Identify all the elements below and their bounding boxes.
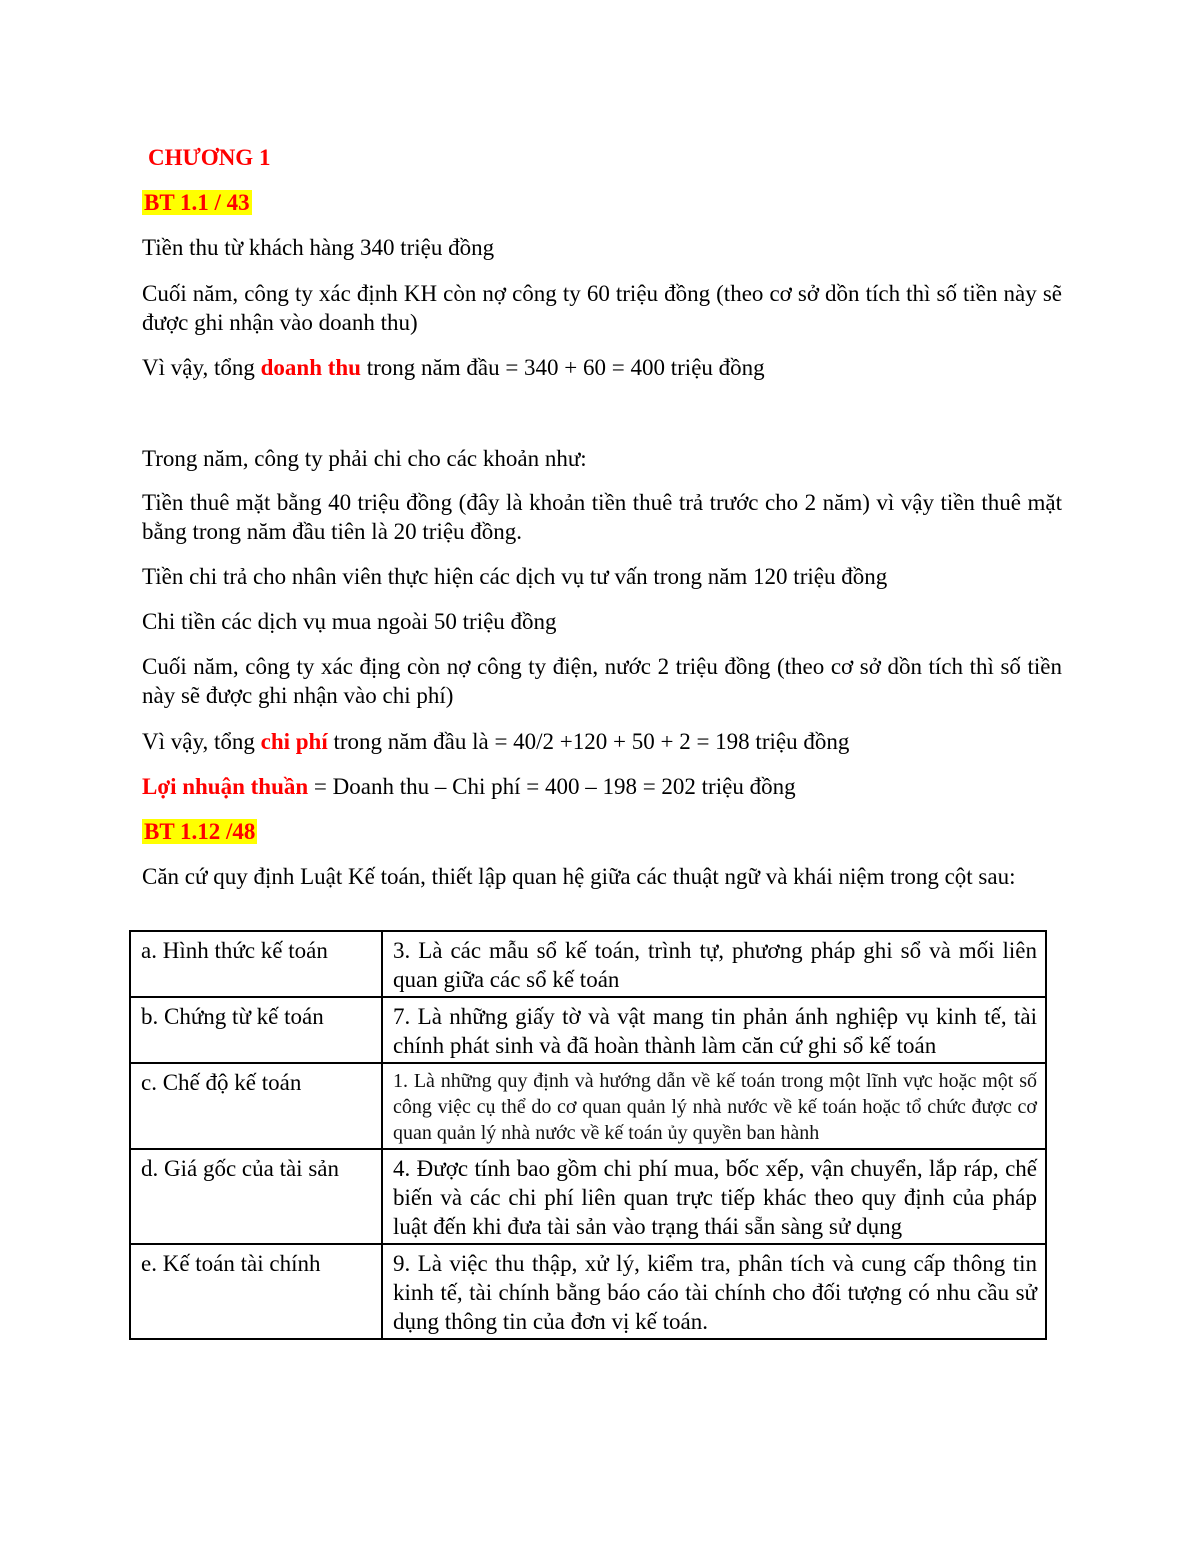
- paragraph-utilities: Cuối năm, công ty xác địng còn nợ công ty điện, nước 2 triệu đồng (theo cơ sở dồn tích thì số tiền này sẽ được ghi nhận vào chi phí): [142, 654, 1062, 708]
- paragraph-net-profit: [142, 772, 1062, 801]
- paragraph-salary: Tiền chi trả cho nhân viên thực hiện các dịch vụ tư vấn trong năm 120 triệu đồng: [142, 564, 888, 589]
- text-segment: trong năm đầu là = 40/2 +120 + 50 + 2 = 198 triệu đồng: [327, 729, 850, 754]
- table-row: [130, 1149, 1046, 1244]
- term-cell: c. Chế độ kế toán: [130, 1063, 382, 1149]
- terms-table: [129, 930, 1047, 1340]
- keyword-expense: chi phí: [260, 729, 328, 754]
- definition-cell: 7. Là những giấy tờ và vật mang tin phản ánh nghiệp vụ kinh tế, tài chính phát sinh và đã hoàn thành làm căn cứ ghi sổ kế toán: [382, 997, 1046, 1063]
- table-row: [130, 997, 1046, 1063]
- paragraph-exercise-2-intro: Căn cứ quy định Luật Kế toán, thiết lập quan hệ giữa các thuật ngữ và khái niệm trong cột sau:: [142, 864, 1016, 889]
- paragraph-total-revenue: [142, 353, 1062, 382]
- table-row: [130, 931, 1046, 997]
- definition-cell: 1. Là những quy định và hướng dẫn về kế toán trong một lĩnh vực hoặc một số công việc cụ thể do cơ quan quản lý nhà nước về kế toán hoặc tổ chức được cơ quan quản lý nhà nước về kế toán ủy quyền ban hành: [382, 1063, 1046, 1149]
- paragraph-receivable: Cuối năm, công ty xác định KH còn nợ công ty 60 triệu đồng (theo cơ sở dồn tích thì số tiền này sẽ được ghi nhận vào doanh thu): [142, 281, 1062, 335]
- text-segment: trong năm đầu = 340 + 60 = 400 triệu đồng: [360, 355, 765, 380]
- paragraph-expense-intro: Trong năm, công ty phải chi cho các khoản như:: [142, 446, 587, 471]
- paragraph-services: Chi tiền các dịch vụ mua ngoài 50 triệu đồng: [142, 609, 557, 634]
- exercise-1-label: [142, 188, 1062, 217]
- text-segment: Vì vậy, tổng: [142, 729, 261, 754]
- exercise-2-label-text: BT 1.12 /48: [144, 819, 256, 844]
- table-row: [130, 1244, 1046, 1339]
- keyword-revenue: doanh thu: [260, 355, 361, 380]
- definition-cell: 4. Được tính bao gồm chi phí mua, bốc xếp, vận chuyển, lắp ráp, chế biến và các chi phí liên quan trực tiếp khác theo quy định của pháp luật đến khi đưa tài sản vào trạng thái sẵn sàng sử dụng: [382, 1149, 1046, 1244]
- definition-cell: 3. Là các mẫu sổ kế toán, trình tự, phương pháp ghi sổ và mối liên quan giữa các sổ kế toán: [382, 931, 1046, 997]
- definition-cell: 9. Là việc thu thập, xử lý, kiểm tra, phân tích và cung cấp thông tin kinh tế, tài chính bằng báo cáo tài chính cho đối tượng có nhu cầu sử dụng thông tin của đơn vị kế toán.: [382, 1244, 1046, 1339]
- keyword-net-profit: Lợi nhuận thuần: [142, 774, 309, 799]
- text-segment: Vì vậy, tổng: [142, 355, 261, 380]
- text-segment: = Doanh thu – Chi phí = 400 – 198 = 202 triệu đồng: [308, 774, 796, 799]
- exercise-2-label: [142, 817, 1062, 846]
- paragraph-revenue-received: Tiền thu từ khách hàng 340 triệu đồng: [142, 235, 495, 260]
- table-row: [130, 1063, 1046, 1149]
- term-cell: a. Hình thức kế toán: [130, 931, 382, 997]
- chapter-heading: CHƯƠNG 1: [148, 145, 271, 170]
- term-cell: e. Kế toán tài chính: [130, 1244, 382, 1339]
- term-cell: b. Chứng từ kế toán: [130, 997, 382, 1063]
- paragraph-rent: Tiền thuê mặt bằng 40 triệu đồng (đây là khoản tiền thuê trả trước cho 2 năm) vì vậy tiền thuê mặt bằng trong năm đầu tiên là 20 triệu đồng.: [142, 490, 1062, 544]
- paragraph-total-expense: [142, 727, 1062, 756]
- exercise-1-label-text: BT 1.1 / 43: [144, 190, 250, 215]
- term-cell: d. Giá gốc của tài sản: [130, 1149, 382, 1244]
